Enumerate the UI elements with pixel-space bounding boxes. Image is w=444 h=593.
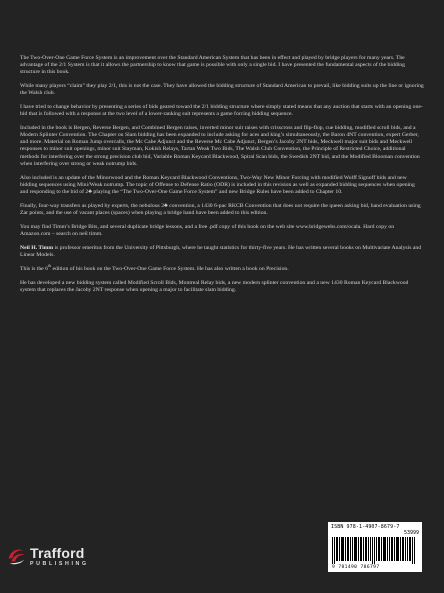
edition-paragraph <box>20 263 424 273</box>
systems-paragraph: He has developed a new bidding system called Modified Scroll Bids, Montreal Relay bids, a new modern splinter convention and a new 1430 Roman Keycard Blackwood system that replaces the Jacoby 2NT response when opening a major to facilitate slam bidding. <box>20 280 409 294</box>
update-paragraph: Also included is an update of the Minorwood and the Roman Keycard Blackwood Conventions, Two-Way New Minor Forcing with modified Wolff Signoff bids and new bidding sequences using Mini/Weak notrump. The topic of Offense to Defense Ratio (ODR) is included in this revision as well as expanded bidding sequences when opening and responding to the bid of 2♣ playing the “The Two-Over-One Game Force System” and new Bridge Rules have been added to Chapter 10. <box>20 174 415 195</box>
claim-paragraph: While many players “claim” they play 2/1, this is not the case. They have allowed the bidding structure of Standard American to prevail, like bidding suits up the line or ignoring the Walsh club. <box>20 83 424 97</box>
author-bio-paragraph <box>20 245 424 259</box>
contents-paragraph: Included in the book is Bergen, Reverse Bergen, and Combined Bergen raises, inverted minor suit raises with crisscross and flip-flop, cue bidding, modified scroll bids, and a Modern Splinter Convention. The Chapter on Slam bidding has been expanded to include asking for aces and king’s simultaneously, the Baron 4NT convention, expert Gerber, and more. Material on Roman Jump overcalls, the Mc Cabe Adjunct and the Reverse Mc Cabe Adjunct, Bergen’s Jacoby 2NT bids, Meckwell major suit bids and Meckwell responses to minor suit openings, minor suit Stayman, Kokish Relays, Tartan Weak Two Bids, The Walsh Club Convention, the Principle of Restricted Choice, additional methods for interfering over the strong precision club bid, Variable Roman Keycard Blackwood, Spiral Scan bids, the Swedish 2NT bid, and the Modified Blooman convention when interfering over strong or weak notrump bids. <box>20 125 420 167</box>
edition-text-b: edition of his book on the Two-Over-One Game Force System. He has also written a book on Precision. <box>51 266 289 273</box>
author-bio-text: is professor emeritus from the University of Pittsburgh, where he taught statistics for thirty-five years. He has written several books on Multivariate Analysis and Linear Models. <box>20 244 422 258</box>
edition-superscript: th <box>47 263 52 269</box>
cover-text <box>20 55 424 301</box>
behavior-paragraph: I have tried to change behavior by presenting a series of bids geared toward the 2/1 bidding structure where simply stated means that any auction that starts with an opening one-bid that is followed with a response at the two level of a lower-ranking suit represents a game forcing bidding sequence. <box>20 104 423 118</box>
publisher-subtitle: PUBLISHING <box>30 560 89 567</box>
publisher-logo <box>6 545 89 567</box>
barcode-bars <box>332 537 418 564</box>
publisher-name: Trafford <box>30 544 85 561</box>
edition-text-a: This is the 6 <box>20 266 48 273</box>
author-name: Neil H. Timm <box>20 244 54 251</box>
trafford-swirl-icon <box>6 545 28 567</box>
isbn-number: ISBN 978-1-4907-8679-7 <box>331 524 400 530</box>
transfers-paragraph: Finally, four-way transfers as played by experts, the nebulous 2♣ convention, a 1430 6-pac RKCB Convention that does not require the queen asking bid, hand evaluation using Zar points, and the use of vacant places (spaces) when playing a bridge hand have been added to this edition. <box>20 202 421 216</box>
intro-paragraph: The Two-Over-One Game Force System is an improvement over the Standard American System that has been in effect and played by bridge players for many years. The advantage of the 2/1 System is that it allows the partnership to know that game is possible with only a single bid. I have presented the fundamental aspects of the bidding structure in this book. <box>20 55 405 76</box>
website-paragraph: You may find Timm’s Bridge Bits, and several duplicate bridge lessons, and a free .pdf copy of this book on the web site www.bridgewebs.com/ocala. Hard copy on Amazon.com – search on neil timm. <box>20 223 395 237</box>
isbn-barcode <box>328 522 422 572</box>
barcode-digits: 9 781490 786797 <box>332 565 380 570</box>
price-code: 53999 <box>403 530 419 536</box>
